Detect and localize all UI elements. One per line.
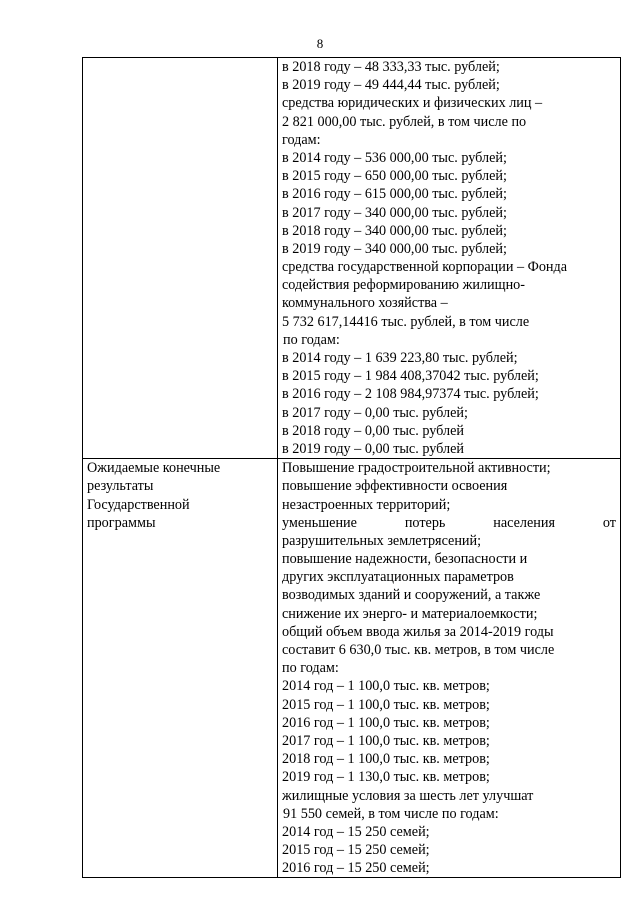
word: населения <box>493 514 556 531</box>
text-line: в 2016 году – 2 108 984,97374 тыс. рублей; <box>282 386 539 403</box>
text-line: в 2018 году – 0,00 тыс. рублей <box>282 422 464 439</box>
text-line: в 2015 году – 650 000,00 тыс. рублей; <box>282 168 507 185</box>
text-line: 2014 год – 1 100,0 тыс. кв. метров; <box>282 678 490 695</box>
text-line: 5 732 617,14416 тыс. рублей, в том числе <box>282 313 530 330</box>
value-cell-expected-results <box>278 459 621 878</box>
text-line: в 2015 году – 1 984 408,37042 тыс. рублей; <box>282 368 539 385</box>
text-line: разрушительных землетрясений; <box>282 532 482 549</box>
text-line: общий объем ввода жилья за 2014-2019 годы <box>282 623 554 640</box>
text-line: по годам: <box>283 331 340 348</box>
text-line: годам: <box>282 131 321 148</box>
text-line: содействия реформированию жилищно- <box>282 277 525 294</box>
label-line: программы <box>87 514 156 531</box>
text-line: в 2019 году – 340 000,00 тыс. рублей; <box>282 240 507 257</box>
program-passport-table <box>82 57 621 878</box>
text-line: в 2014 году – 1 639 223,80 тыс. рублей; <box>282 350 518 366</box>
label-cell-expected-results <box>83 459 278 878</box>
table-row <box>83 58 621 459</box>
text-line: Повышение градостроительной активности; <box>282 460 551 477</box>
label-line: Государственной <box>87 496 190 513</box>
word: потерь <box>404 514 446 531</box>
text-line: в 2018 году – 340 000,00 тыс. рублей; <box>282 222 507 239</box>
text-line: 2 821 000,00 тыс. рублей, в том числе по <box>282 113 527 130</box>
text-line: 2015 год – 1 100,0 тыс. кв. метров; <box>282 696 490 713</box>
text-line: 2016 год – 1 100,0 тыс. кв. метров; <box>282 714 490 731</box>
text-line: в 2019 году – 0,00 тыс. рублей <box>282 440 464 457</box>
text-line: 2019 год – 1 130,0 тыс. кв. метров; <box>282 769 490 786</box>
label-cell <box>83 58 278 459</box>
text-line: 2017 год – 1 100,0 тыс. кв. метров; <box>282 732 490 749</box>
text-line: в 2016 году – 615 000,00 тыс. рублей; <box>282 186 507 203</box>
word: от <box>602 514 616 531</box>
text-line: в 2017 году – 0,00 тыс. рублей; <box>282 404 468 421</box>
text-line: других эксплуатационных параметров <box>282 569 514 586</box>
text-line: 2014 год – 15 250 семей; <box>282 823 430 840</box>
text-line: в 2019 году – 49 444,44 тыс. рублей; <box>282 77 500 94</box>
text-line: жилищные условия за шесть лет улучшат <box>282 787 534 804</box>
text-line: повышение надежности, безопасности и <box>282 551 528 568</box>
text-line: 91 550 семей, в том числе по годам: <box>283 805 499 822</box>
justified-line <box>282 514 616 532</box>
text-line: в 2014 году – 536 000,00 тыс. рублей; <box>282 149 507 166</box>
text-line: незастроенных территорий; <box>282 496 451 513</box>
text-line: 2016 год – 15 250 семей; <box>282 860 430 877</box>
text-line: в 2018 году – 48 333,33 тыс. рублей; <box>282 59 500 75</box>
value-cell-financing <box>278 58 621 459</box>
page-number: 8 <box>316 36 324 51</box>
text-line: коммунального хозяйства – <box>282 295 448 312</box>
label-line: Ожидаемые конечные <box>87 460 221 477</box>
text-line: средства юридических и физических лиц – <box>282 95 543 112</box>
text-line: возводимых зданий и сооружений, а также <box>282 587 541 604</box>
text-line: средства государственной корпорации – Фонда <box>282 259 568 276</box>
text-line: в 2017 году – 340 000,00 тыс. рублей; <box>282 204 507 221</box>
table-row <box>83 459 621 878</box>
text-line: 2015 год – 15 250 семей; <box>282 842 430 859</box>
text-line: 2018 год – 1 100,0 тыс. кв. метров; <box>282 751 490 768</box>
text-line: повышение эффективности освоения <box>282 478 508 495</box>
text-line: по годам: <box>282 660 339 677</box>
text-line: составит 6 630,0 тыс. кв. метров, в том числе <box>282 642 555 658</box>
label-line: результаты <box>87 478 154 495</box>
text-line: снижение их энерго- и материалоемкости; <box>282 605 538 622</box>
word: уменьшение <box>282 514 357 531</box>
